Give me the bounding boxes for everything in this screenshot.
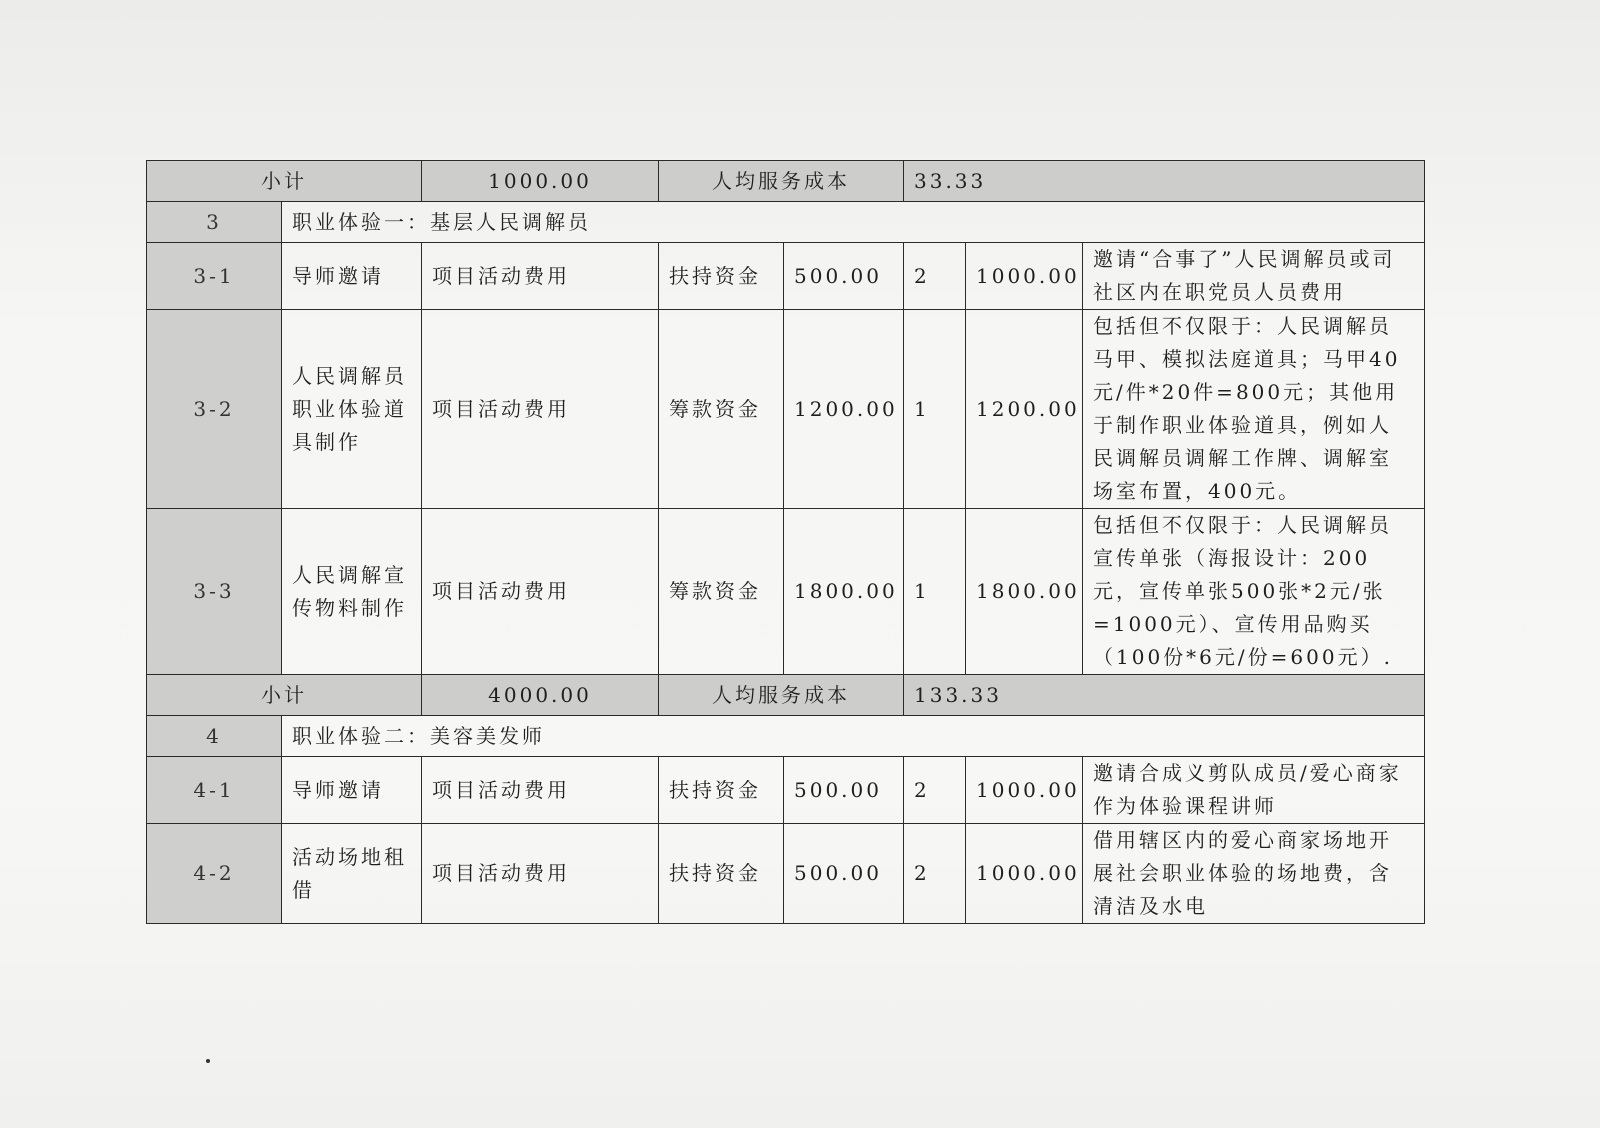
- row-number: 3-1: [147, 243, 282, 310]
- row-category: 项目活动费用: [422, 824, 659, 924]
- row-qty: 1: [904, 509, 966, 675]
- row-qty: 2: [904, 757, 966, 824]
- subtotal-amount: 1000.00: [422, 161, 659, 202]
- per-capita-label: 人均服务成本: [659, 675, 904, 716]
- row-unit-price: 1200.00: [784, 310, 904, 509]
- budget-table: [146, 160, 1425, 924]
- subtotal-row: [147, 161, 1425, 202]
- row-item: 导师邀请: [282, 757, 422, 824]
- section-title: 职业体验一：基层人民调解员: [282, 202, 1425, 243]
- row-qty: 2: [904, 243, 966, 310]
- row-unit-price: 500.00: [784, 243, 904, 310]
- section-row: [147, 202, 1425, 243]
- table-row: [147, 509, 1425, 675]
- row-category: 项目活动费用: [422, 757, 659, 824]
- row-fund: 筹款资金: [659, 310, 784, 509]
- subtotal-amount: 4000.00: [422, 675, 659, 716]
- row-category: 项目活动费用: [422, 509, 659, 675]
- section-number: 4: [147, 716, 282, 757]
- row-note: 借用辖区内的爱心商家场地开展社会职业体验的场地费，含清洁及水电: [1083, 824, 1425, 924]
- row-number: 3-3: [147, 509, 282, 675]
- row-item: 活动场地租借: [282, 824, 422, 924]
- row-unit-price: 1800.00: [784, 509, 904, 675]
- section-title: 职业体验二：美容美发师: [282, 716, 1425, 757]
- table-row: [147, 757, 1425, 824]
- subtotal-label: 小计: [147, 675, 422, 716]
- row-number: 4-1: [147, 757, 282, 824]
- per-capita-label: 人均服务成本: [659, 161, 904, 202]
- row-fund: 扶持资金: [659, 824, 784, 924]
- per-capita-value: 33.33: [904, 161, 1425, 202]
- row-qty: 1: [904, 310, 966, 509]
- row-number: 3-2: [147, 310, 282, 509]
- row-note: 邀请“合事了”人民调解员或司社区内在职党员人员费用: [1083, 243, 1425, 310]
- row-total: 1000.00: [966, 824, 1083, 924]
- row-fund: 扶持资金: [659, 757, 784, 824]
- row-total: 1800.00: [966, 509, 1083, 675]
- per-capita-value: 133.33: [904, 675, 1425, 716]
- row-total: 1200.00: [966, 310, 1083, 509]
- row-number: 4-2: [147, 824, 282, 924]
- section-number: 3: [147, 202, 282, 243]
- table-row: [147, 243, 1425, 310]
- section-row: [147, 716, 1425, 757]
- row-total: 1000.00: [966, 757, 1083, 824]
- subtotal-label: 小计: [147, 161, 422, 202]
- row-unit-price: 500.00: [784, 757, 904, 824]
- row-item: 导师邀请: [282, 243, 422, 310]
- row-fund: 筹款资金: [659, 509, 784, 675]
- row-category: 项目活动费用: [422, 310, 659, 509]
- row-item: 人民调解员职业体验道具制作: [282, 310, 422, 509]
- row-category: 项目活动费用: [422, 243, 659, 310]
- row-total: 1000.00: [966, 243, 1083, 310]
- row-note: 包括但不仅限于：人民调解员马甲、模拟法庭道具；马甲40元/件*20件=800元；其他用于制作职业体验道具，例如人民调解员调解工作牌、调解室场室布置，400元。: [1083, 310, 1425, 509]
- row-note: 邀请合成义剪队成员/爱心商家作为体验课程讲师: [1083, 757, 1425, 824]
- subtotal-row: [147, 675, 1425, 716]
- scan-speck: [206, 1059, 210, 1063]
- table-row: [147, 310, 1425, 509]
- row-fund: 扶持资金: [659, 243, 784, 310]
- table-row: [147, 824, 1425, 924]
- row-note: 包括但不仅限于：人民调解员宣传单张（海报设计：200元，宣传单张500张*2元/张=1000元）、宣传用品购买（100份*6元/份=600元）.: [1083, 509, 1425, 675]
- row-item: 人民调解宣传物料制作: [282, 509, 422, 675]
- row-unit-price: 500.00: [784, 824, 904, 924]
- row-qty: 2: [904, 824, 966, 924]
